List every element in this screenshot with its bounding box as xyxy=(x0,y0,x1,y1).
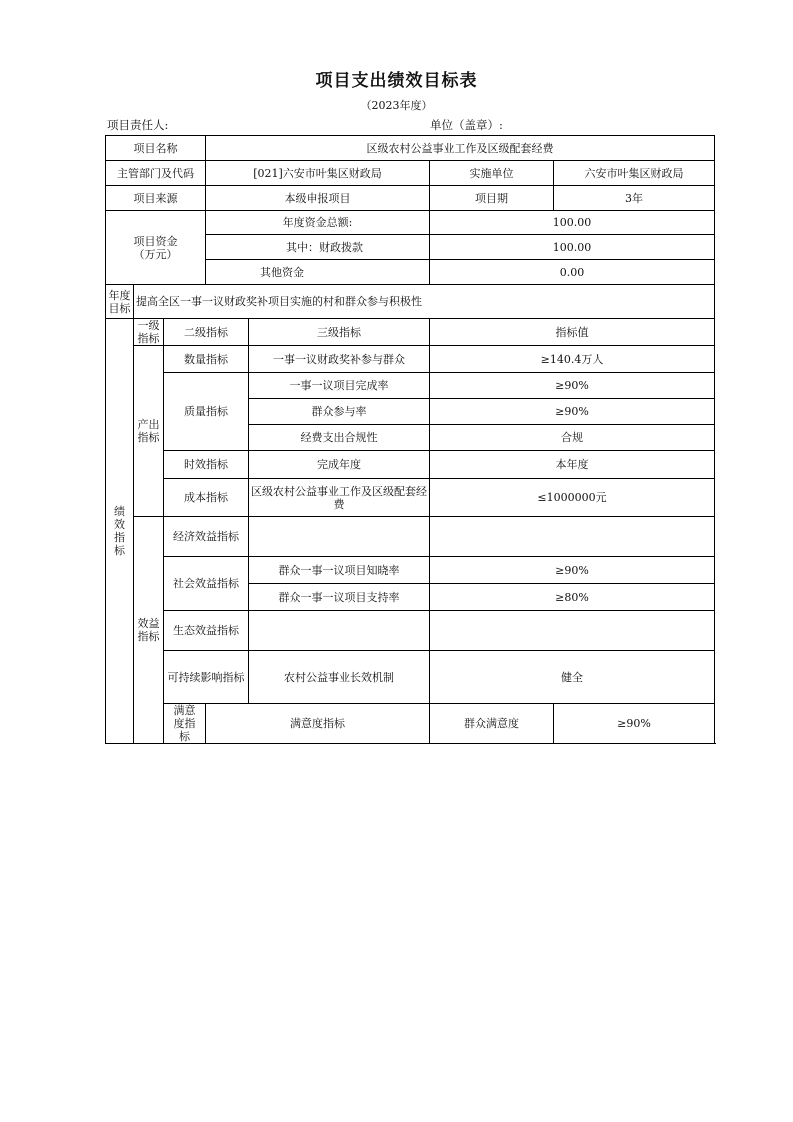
social-l3: 群众一事一议项目知晓率 xyxy=(249,557,430,584)
satisfaction-label-line1: 满意 xyxy=(173,704,196,717)
annual-goal-label-line2: 目标 xyxy=(108,301,131,315)
cost-l3 xyxy=(249,479,430,517)
level2-header: 二级指标 xyxy=(164,319,249,346)
satisfaction-value: ≥90% xyxy=(554,704,715,744)
quantity-indicator-label: 数量指标 xyxy=(164,346,249,373)
annual-goal-label xyxy=(106,285,134,319)
social-value: ≥90% xyxy=(430,557,715,584)
output-indicator-label xyxy=(134,346,164,517)
annual-goal-label-line1: 年度 xyxy=(108,288,131,302)
level1-header xyxy=(134,319,164,346)
quantity-l3: 一事一议财政奖补参与群众 xyxy=(249,346,430,373)
department-row xyxy=(106,161,715,186)
economic-indicator-label: 经济效益指标 xyxy=(164,517,249,557)
project-name-label: 项目名称 xyxy=(106,136,206,161)
timeliness-indicator-label: 时效指标 xyxy=(164,451,249,479)
funds-fiscal-value: 100.00 xyxy=(430,235,715,260)
satisfaction-label-line2: 度指 xyxy=(173,717,196,730)
project-source-label: 项目来源 xyxy=(106,186,206,211)
cost-indicator-label: 成本指标 xyxy=(164,479,249,517)
funds-other-value: 0.00 xyxy=(430,260,715,285)
economic-l3 xyxy=(249,517,430,557)
sustainable-indicator-label: 可持续影响指标 xyxy=(164,651,249,704)
output-label-line1: 产出 xyxy=(137,418,160,431)
project-funds-label-line1: 项目资金 xyxy=(133,234,178,248)
indicator-header-row xyxy=(106,319,715,346)
perf-label-char: 绩 xyxy=(114,505,125,518)
table-row xyxy=(106,373,715,399)
satisfaction-label-line3: 标 xyxy=(179,730,190,743)
timeliness-l3: 完成年度 xyxy=(249,451,430,479)
satisfaction-indicator-label: 满意度指标 xyxy=(206,704,430,744)
benefit-indicator-label xyxy=(134,517,164,744)
satisfaction-l3: 群众满意度 xyxy=(430,704,554,744)
source-row xyxy=(106,186,715,211)
economic-value xyxy=(430,517,715,557)
project-period-value: 3年 xyxy=(554,186,715,211)
performance-indicator-label xyxy=(106,319,134,744)
social-l3: 群众一事一议项目支持率 xyxy=(249,584,430,611)
table-row xyxy=(106,451,715,479)
social-indicator-label: 社会效益指标 xyxy=(164,557,249,611)
department-value: [021]六安市叶集区财政局 xyxy=(206,161,430,186)
quality-value: 合规 xyxy=(430,425,715,451)
ecological-value xyxy=(430,611,715,651)
sustainable-l3: 农村公益事业长效机制 xyxy=(249,651,430,704)
annual-goal-row xyxy=(106,285,715,319)
performance-goal-table xyxy=(105,135,715,744)
funds-row xyxy=(106,211,715,235)
level1-header-line1: 一级 xyxy=(137,319,160,332)
page-title: 项目支出绩效目标表 xyxy=(315,71,478,91)
perf-label-char: 标 xyxy=(114,544,125,557)
quality-value: ≥90% xyxy=(430,373,715,399)
cost-l3-line1: 区级农村公益事业工作及区级配套经 xyxy=(251,484,428,498)
responsible-person-label: 项目责任人: xyxy=(107,118,169,132)
sustainable-value: 健全 xyxy=(430,651,715,704)
benefit-label-line2: 指标 xyxy=(137,630,160,643)
project-funds-label xyxy=(106,211,206,285)
quality-indicator-label: 质量指标 xyxy=(164,373,249,451)
cost-value: ≤1000000元 xyxy=(430,479,715,517)
cost-l3-line2: 费 xyxy=(333,497,345,511)
project-period-label: 项目期 xyxy=(430,186,554,211)
implementing-unit-value: 六安市叶集区财政局 xyxy=(554,161,715,186)
funds-total-label: 年度资金总额: xyxy=(206,211,430,235)
satisfaction-level1-label xyxy=(164,704,206,744)
unit-seal-label: 单位（盖章）: xyxy=(430,118,503,132)
table-row xyxy=(106,517,715,557)
project-source-value: 本级申报项目 xyxy=(206,186,430,211)
project-funds-label-line2: （万元） xyxy=(133,247,178,261)
perf-label-char: 指 xyxy=(114,531,125,544)
social-value: ≥80% xyxy=(430,584,715,611)
quantity-value: ≥140.4万人 xyxy=(430,346,715,373)
output-label-line2: 指标 xyxy=(137,431,160,444)
table-row xyxy=(106,479,715,517)
indicator-value-header: 指标值 xyxy=(430,319,715,346)
quality-l3: 经费支出合规性 xyxy=(249,425,430,451)
quality-value: ≥90% xyxy=(430,399,715,425)
funds-other-label: 其他资金 xyxy=(206,260,430,285)
table-row xyxy=(106,557,715,584)
timeliness-value: 本年度 xyxy=(430,451,715,479)
annual-goal-text: 提高全区一事一议财政奖补项目实施的村和群众参与积极性 xyxy=(134,285,715,319)
table-row xyxy=(106,346,715,373)
table-row xyxy=(106,704,715,744)
perf-label-char: 效 xyxy=(114,518,125,531)
implementing-unit-label: 实施单位 xyxy=(430,161,554,186)
department-label: 主管部门及代码 xyxy=(106,161,206,186)
quality-l3: 一事一议项目完成率 xyxy=(249,373,430,399)
ecological-indicator-label: 生态效益指标 xyxy=(164,611,249,651)
project-name-row xyxy=(106,136,715,161)
table-row xyxy=(106,651,715,704)
project-name-value: 区级农村公益事业工作及区级配套经费 xyxy=(206,136,715,161)
level1-header-line2: 指标 xyxy=(137,332,160,345)
ecological-l3 xyxy=(249,611,430,651)
benefit-label-line1: 效益 xyxy=(137,617,160,630)
level3-header: 三级指标 xyxy=(249,319,430,346)
quality-l3: 群众参与率 xyxy=(249,399,430,425)
table-row xyxy=(106,611,715,651)
funds-total-value: 100.00 xyxy=(430,211,715,235)
funds-fiscal-label: 其中：财政拨款 xyxy=(206,235,430,260)
year-label: （2023年度） xyxy=(360,99,433,112)
